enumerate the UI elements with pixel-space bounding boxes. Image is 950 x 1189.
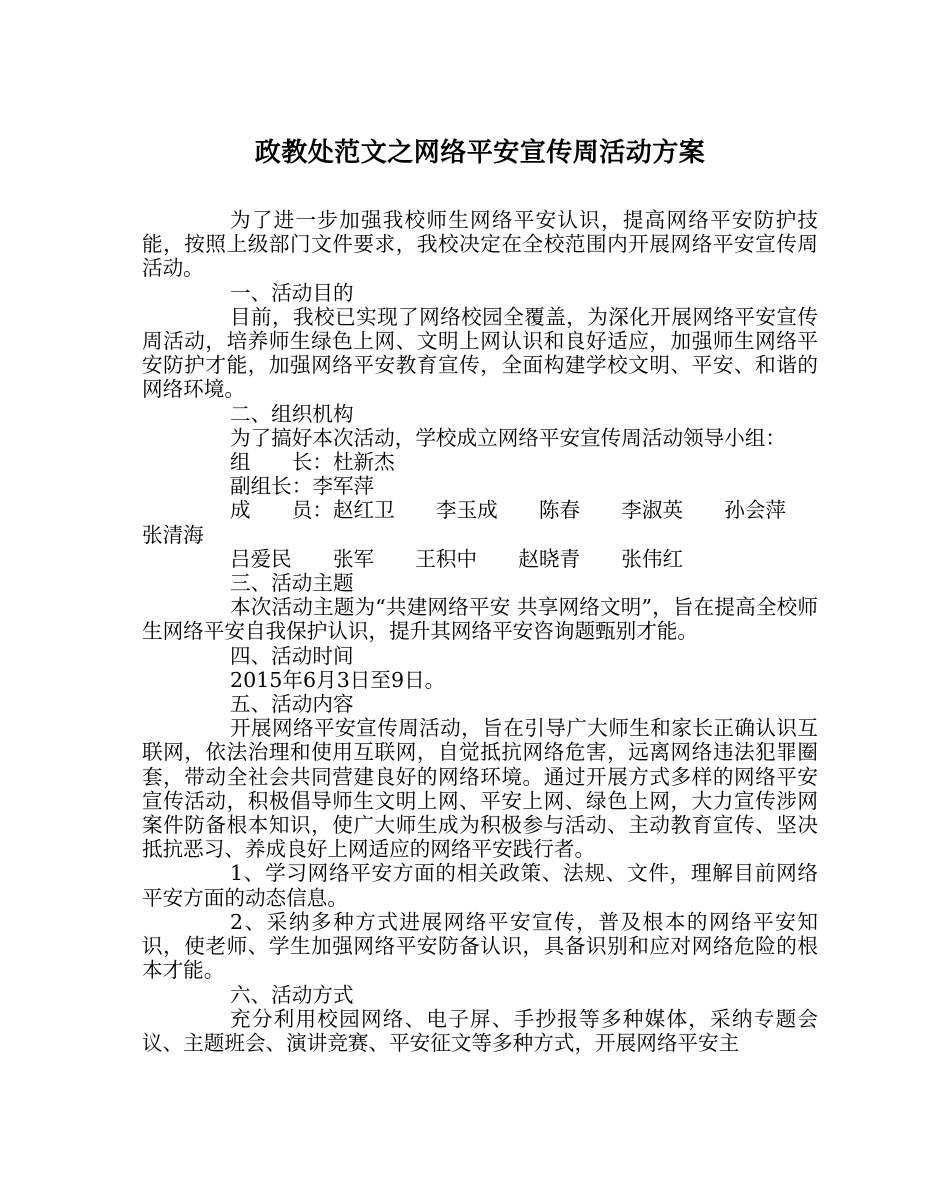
members-line-continued: 吕爱民 张军 王积中 赵晓青 张伟红 — [230, 546, 684, 571]
members-line — [142, 498, 828, 547]
time-paragraph: 2015年6月3日至9日。 — [230, 667, 446, 692]
content-item-1: 1、学习网络平安方面的相关政策、法规、文件，理解目前网络平安方面的动态信息。 — [142, 861, 818, 910]
content-paragraph: 开展网络平安宣传周活动，旨在引导广大师生和家长正确认识互联网，依法治理和使用互联网，自觉抵抗网络危害，远离网络违法犯罪圈套，带动全社会共同营建良好的网络环境。通过开展方式多样的网络平安宣传活动，积极倡导师生文明上网、平安上网、绿色上网，大力宣传涉网案件防备根本知识，使广大师生成为积极参与活动、主动教育宣传、坚决抵抗恶习、养成良好上网适应的网络平安践行者。 — [142, 716, 818, 862]
members-text: 成 员：赵红卫 李玉成 陈春 李淑英 孙会萍 张清海 — [142, 498, 828, 547]
vice-leader-line: 副组长：李军萍 — [230, 474, 375, 499]
section-heading-content: 五、活动内容 — [230, 692, 354, 717]
purpose-paragraph: 目前，我校已实现了网络校园全覆盖，为深化开展网络平安宣传周活动，培养师生绿色上网、文明上网认识和良好适应，加强师生网络平安防护才能，加强网络平安教育宣传，全面构建学校文明、平安、和谐的网络环境。 — [142, 304, 818, 402]
section-heading-purpose: 一、活动目的 — [230, 280, 354, 305]
theme-paragraph: 本次活动主题为“共建网络平安 共享网络文明”，旨在提高全校师生网络平安自我保护认识，提升其网络平安咨询题甄别才能。 — [142, 595, 818, 644]
section-heading-theme: 三、活动主题 — [230, 571, 354, 596]
content-item-2: 2、采纳多种方式进展网络平安宣传，普及根本的网络平安知识，使老师、学生加强网络平安防备认识，具备识别和应对网络危险的根本才能。 — [142, 909, 818, 983]
method-paragraph: 充分利用校园网络、电子屏、手抄报等多种媒体，采纳专题会议、主题班会、演讲竞赛、平安征文等多种方式，开展网络平安主 — [142, 1006, 818, 1055]
document-page — [142, 0, 828, 1189]
organization-paragraph: 为了搞好本次活动，学校成立网络平安宣传周活动领导小组： — [230, 425, 787, 450]
document-body — [142, 208, 828, 1055]
section-heading-organization: 二、组织机构 — [230, 401, 354, 426]
document-title: 政教处范文之网络平安宣传周活动方案 — [254, 138, 706, 168]
section-heading-time: 四、活动时间 — [230, 643, 354, 668]
section-heading-method: 六、活动方式 — [230, 982, 354, 1007]
intro-paragraph: 为了进一步加强我校师生网络平安认识，提高网络平安防护技能，按照上级部门文件要求，我校决定在全校范围内开展网络平安宣传周活动。 — [142, 208, 818, 281]
leader-line: 组 长：杜新杰 — [230, 450, 395, 475]
